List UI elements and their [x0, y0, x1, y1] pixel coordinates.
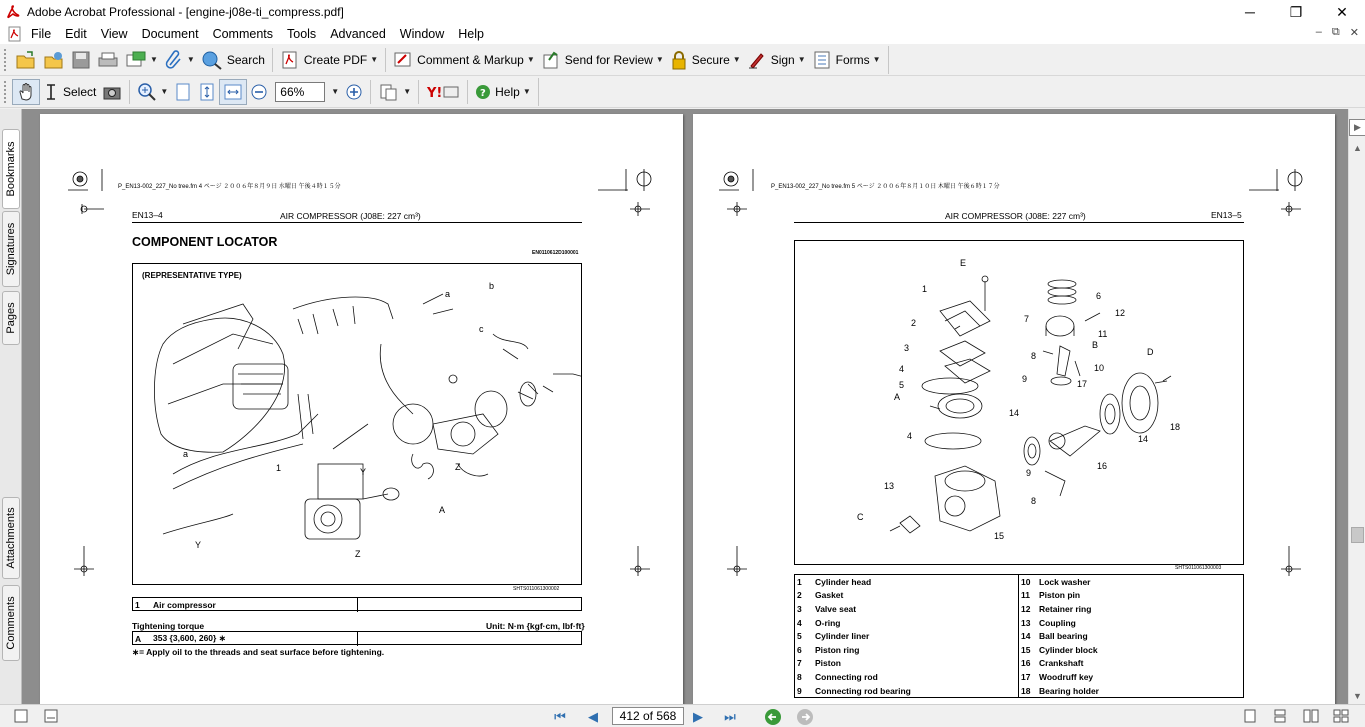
table-row: [1019, 602, 1243, 616]
callout-11: 11: [1098, 329, 1108, 339]
organizer-icon: [43, 50, 65, 70]
table-row: [1019, 575, 1243, 589]
save-disk-icon: [71, 50, 91, 70]
table-row: [795, 575, 1018, 589]
organizer-button[interactable]: [40, 47, 68, 73]
forms-label: Forms: [835, 52, 870, 67]
table-row: [795, 657, 1018, 671]
part-name: Piston pin: [1039, 590, 1081, 601]
exploded-view-figure: [794, 240, 1244, 565]
minimize-button[interactable]: ─: [1245, 4, 1255, 20]
page-thumbnail-icon[interactable]: [14, 709, 28, 723]
callout-16: 16: [1097, 461, 1108, 471]
status-bar: [0, 704, 1365, 727]
acrobat-logo-icon: [5, 4, 21, 20]
print-button[interactable]: [94, 47, 122, 73]
zoom-in-icon: [345, 83, 363, 101]
parts-table: 1 Air compressor: [132, 597, 582, 611]
yahoo-logo-icon: [426, 82, 460, 102]
doc-code: EN0110612D100001: [532, 250, 579, 256]
part-name: Bearing holder: [1039, 685, 1099, 696]
table-row: [1019, 616, 1243, 630]
callout-5: 5: [899, 380, 905, 390]
callout-a: a: [445, 289, 451, 299]
snapshot-button[interactable]: [99, 79, 125, 105]
torque-table: A 353 {3,600, 260} ∗: [132, 631, 582, 645]
table-row: [795, 643, 1018, 657]
callout-17: 17: [1077, 379, 1088, 389]
page-number: EN13–5: [1211, 210, 1242, 220]
forms-icon: [812, 50, 832, 70]
callout-1: 1: [276, 463, 282, 473]
search-globe-icon: [201, 50, 223, 70]
table-row: [795, 602, 1018, 616]
table-row: [795, 670, 1018, 684]
title-bar: [0, 0, 1365, 24]
part-name: Piston: [815, 658, 841, 669]
previous-page-button[interactable]: ◀: [588, 709, 598, 724]
part-number: 15: [1021, 644, 1031, 655]
table-row: [1019, 589, 1243, 603]
table-row: [1019, 684, 1243, 698]
menu-file[interactable]: File: [31, 27, 52, 41]
yahoo-toolbar-button[interactable]: [423, 79, 463, 105]
torque-value: 353 {3,600, 260} ∗: [153, 632, 358, 646]
part-number: 13: [1021, 617, 1031, 628]
part-number: 2: [797, 590, 802, 601]
doc-close-button[interactable]: ✕: [1349, 27, 1359, 39]
callout-9b: 9: [1026, 468, 1032, 478]
sign-button[interactable]: Sign ▼: [744, 47, 809, 73]
part-name: Gasket: [815, 590, 844, 601]
part-number: 3: [797, 603, 802, 614]
tab-attachments[interactable]: Attachments: [2, 497, 20, 579]
part-number: 11: [1021, 590, 1030, 601]
callout-a2: a: [183, 449, 189, 459]
menu-bar: [0, 24, 1365, 44]
maximize-button[interactable]: ❐: [1289, 3, 1303, 20]
next-page-button[interactable]: ▶: [693, 709, 703, 724]
part-name: Woodruff key: [1039, 671, 1094, 682]
continuous-facing-icon[interactable]: [1333, 709, 1349, 723]
scroll-up-arrow[interactable]: ▲: [1353, 142, 1362, 153]
oil-note: ∗= Apply oil to the threads and seat surface before tightening.: [132, 647, 385, 657]
part-name: Connecting rod: [815, 671, 878, 682]
part-name: Lock washer: [1039, 576, 1091, 587]
scroll-thumb[interactable]: [1351, 527, 1364, 543]
table-row: [795, 684, 1018, 698]
callout-4b: 4: [907, 431, 913, 441]
part-number: 14: [1021, 631, 1031, 642]
component-figure: [132, 263, 582, 585]
rotate-view-button[interactable]: ▼: [375, 79, 414, 105]
send-review-label: Send for Review: [564, 52, 653, 67]
part-name: Air compressor: [153, 598, 358, 612]
page-number: EN13–4: [132, 210, 163, 220]
parts-column-right: [1019, 575, 1243, 697]
printer-icon: [97, 50, 119, 70]
help-icon: [475, 84, 491, 100]
part-number: 6: [797, 644, 802, 655]
comment-markup-button[interactable]: Comment & Markup ▼: [390, 47, 538, 73]
page-icon: [174, 82, 192, 102]
fit-page-icon: [198, 82, 216, 102]
figure-code: SHTS011061300002: [513, 586, 560, 592]
tab-signatures[interactable]: Signatures: [2, 211, 20, 287]
svg-text:Y!: Y!: [427, 85, 443, 101]
callout-10: 10: [1094, 363, 1105, 373]
comment-markup-icon: [393, 50, 413, 70]
fit-width-button[interactable]: [219, 79, 247, 105]
parts-column-left: [795, 575, 1019, 697]
vertical-scrollbar[interactable]: [1348, 109, 1365, 704]
callout-b: b: [489, 281, 495, 291]
callout-14: 14: [1009, 408, 1020, 418]
select-tool-button[interactable]: [40, 79, 99, 105]
zoom-in-tool-button[interactable]: ▼: [134, 79, 171, 105]
send-review-icon: [541, 50, 561, 70]
file-toolbar: [0, 44, 1365, 76]
zoom-out-icon: [250, 83, 268, 101]
callout-1: 1: [922, 284, 928, 294]
callout-9: 9: [1022, 374, 1028, 384]
part-name: Ball bearing: [1039, 631, 1088, 642]
callout-z2: Z: [355, 549, 361, 559]
email-icon: [125, 50, 147, 70]
doc-minimize-button[interactable]: –: [1315, 26, 1322, 38]
sign-label: Sign: [770, 52, 795, 67]
tab-pages[interactable]: Pages: [2, 291, 20, 345]
part-number: 8: [797, 671, 802, 682]
table-row: [795, 616, 1018, 630]
navigation-panel: [0, 109, 22, 704]
search-label: Search: [226, 52, 265, 67]
help-label: Help: [495, 84, 520, 99]
paperclip-icon: [164, 50, 184, 70]
part-number: 7: [797, 658, 802, 669]
callout-12: 12: [1115, 308, 1126, 318]
svg-text:?: ?: [480, 87, 486, 99]
doc-restore-button[interactable]: ⧉: [1331, 26, 1340, 38]
part-number: 16: [1021, 658, 1031, 669]
menu-edit[interactable]: Edit: [65, 27, 87, 41]
send-review-button[interactable]: Send for Review ▼: [538, 47, 667, 73]
callout-E: E: [960, 258, 967, 268]
part-number: 12: [1021, 603, 1031, 614]
callout-B: B: [1092, 340, 1099, 350]
running-title: AIR COMPRESSOR (J08E: 227 cm³): [280, 211, 421, 221]
callout-15: 15: [994, 531, 1005, 541]
page-size-icon[interactable]: [44, 709, 58, 723]
window-title: Adobe Acrobat Professional - [engine-j08e-ti_compress.pdf]: [27, 5, 344, 19]
callout-A: A: [894, 392, 901, 402]
secure-label: Secure: [691, 52, 730, 67]
part-name: Valve seat: [815, 603, 857, 614]
magnifier-icon: [137, 82, 157, 102]
hand-icon: [16, 82, 36, 102]
part-name: Coupling: [1039, 617, 1076, 628]
document-viewer[interactable]: [22, 109, 1348, 704]
select-label: Select: [63, 84, 97, 99]
actual-size-button[interactable]: [171, 79, 195, 105]
page-number-field[interactable]: 412 of 568: [612, 707, 684, 725]
callout-2: 2: [911, 318, 917, 328]
callout-C: C: [857, 512, 864, 522]
continuous-icon[interactable]: [1273, 709, 1287, 723]
part-number: 1: [797, 576, 802, 587]
toolbar-grip[interactable]: [4, 81, 8, 103]
menu-comments[interactable]: Comments: [212, 27, 273, 41]
table-row: [1019, 657, 1243, 671]
email-button[interactable]: ▼: [122, 47, 161, 73]
open-folder-icon: [15, 50, 37, 70]
running-title: AIR COMPRESSOR (J08E: 227 cm³): [945, 211, 1086, 221]
hand-tool-button[interactable]: [12, 79, 40, 105]
table-row: [1019, 670, 1243, 684]
comment-markup-label: Comment & Markup: [417, 52, 524, 67]
secure-button[interactable]: Secure ▼: [667, 47, 744, 73]
pdf-document-icon[interactable]: [8, 26, 22, 42]
tab-bookmarks[interactable]: Bookmarks: [2, 129, 20, 209]
callout-y: Y: [360, 467, 367, 477]
fit-page-button[interactable]: [195, 79, 219, 105]
table-row: [1019, 629, 1243, 643]
table-row: [795, 589, 1018, 603]
first-page-button[interactable]: ⏮: [554, 709, 566, 724]
part-name: O-ring: [815, 617, 841, 628]
part-number: 4: [797, 617, 802, 628]
search-button[interactable]: [198, 47, 268, 73]
part-name: Piston ring: [815, 644, 860, 655]
zoom-out-button[interactable]: [247, 79, 271, 105]
navigation-toolbar: [0, 76, 1365, 108]
text-cursor-icon: [43, 82, 59, 102]
menu-advanced[interactable]: Advanced: [330, 27, 386, 41]
create-pdf-icon: [280, 50, 300, 70]
callout-6: 6: [1096, 291, 1102, 301]
part-name: Cylinder liner: [815, 631, 870, 642]
callout-13: 13: [884, 481, 895, 491]
pdf-page-left: [40, 114, 683, 704]
open-button[interactable]: [12, 47, 40, 73]
menu-view[interactable]: View: [100, 27, 128, 41]
zoom-dropdown[interactable]: ▼: [331, 87, 340, 96]
part-name: Connecting rod bearing: [815, 685, 911, 696]
fit-width-icon: [223, 82, 243, 102]
close-button[interactable]: ✕: [1336, 3, 1348, 20]
table-row: [795, 629, 1018, 643]
parts-list-table: [794, 574, 1244, 698]
part-name: Cylinder head: [815, 576, 872, 587]
last-page-button[interactable]: ⏭: [724, 709, 736, 724]
tab-comments[interactable]: Comments: [2, 585, 20, 661]
save-button[interactable]: [68, 47, 94, 73]
part-name: Retainer ring: [1039, 603, 1092, 614]
callout-4: 4: [899, 364, 905, 374]
attach-button[interactable]: ▼: [161, 47, 198, 73]
part-number: 5: [797, 631, 802, 642]
page-header-meta: P_EN13-002_227_No tree.fm 5 ページ ２００６年８月１０日 木曜日 午後６時１７分: [771, 184, 1000, 190]
figure-code: SHTS011061300003: [1175, 565, 1222, 571]
menu-window[interactable]: Window: [399, 27, 445, 41]
torque-unit: Unit: N·m {kgf·cm, lbf·ft}: [486, 621, 585, 631]
pdf-page-right: [693, 114, 1335, 704]
page-header-meta: P_EN13-002_227_No tree.fm 4 ページ ２００６年８月９日 水曜日 午後４時１５分: [118, 184, 341, 190]
menu-document[interactable]: Document: [141, 27, 199, 41]
menu-tools[interactable]: Tools: [287, 27, 317, 41]
padlock-icon: [670, 50, 688, 70]
camera-icon: [102, 82, 122, 102]
torque-label: Tightening torque: [132, 621, 205, 631]
toolbar-grip[interactable]: [4, 49, 8, 71]
panel-expand-arrow[interactable]: ▶: [1349, 119, 1365, 136]
callout-y2: Y: [195, 540, 202, 550]
create-pdf-label: Create PDF: [303, 52, 368, 67]
table-row: [1019, 643, 1243, 657]
pen-sign-icon: [747, 50, 767, 70]
engine-compressor-diagram: [133, 264, 581, 584]
create-pdf-button[interactable]: Create PDF ▼: [277, 47, 381, 73]
part-number: 17: [1021, 671, 1031, 682]
single-page-icon[interactable]: [1243, 709, 1257, 723]
callout-D: D: [1147, 347, 1154, 357]
part-name: Crankshaft: [1039, 658, 1084, 669]
part-name: Cylinder block: [1039, 644, 1098, 655]
callout-c: c: [479, 324, 484, 334]
menu-help[interactable]: Help: [458, 27, 484, 41]
help-button[interactable]: ? Help ▼: [472, 79, 534, 105]
callout-18: 18: [1170, 422, 1181, 432]
rotate-pages-icon: [378, 82, 400, 102]
callout-8b: 8: [1031, 496, 1037, 506]
zoom-in-button[interactable]: [342, 79, 366, 105]
next-view-icon[interactable]: [796, 708, 814, 726]
scroll-down-arrow[interactable]: ▼: [1353, 690, 1362, 701]
part-number: 10: [1021, 576, 1031, 587]
forms-button[interactable]: Forms ▼: [809, 47, 884, 73]
callout-7: 7: [1024, 314, 1030, 324]
callout-torque-a: A: [439, 505, 446, 515]
callout-14b: 14: [1138, 434, 1149, 444]
callout-3: 3: [904, 343, 910, 353]
part-number: 9: [797, 685, 802, 696]
previous-view-icon[interactable]: [764, 708, 782, 726]
section-heading: COMPONENT LOCATOR: [132, 235, 278, 249]
facing-pages-icon[interactable]: [1303, 709, 1319, 723]
part-number: 18: [1021, 685, 1031, 696]
figure-caption: (REPRESENTATIVE TYPE): [142, 271, 242, 280]
callout-8: 8: [1031, 351, 1037, 361]
callout-z: Z: [455, 462, 461, 472]
zoom-level-input[interactable]: [275, 82, 325, 102]
